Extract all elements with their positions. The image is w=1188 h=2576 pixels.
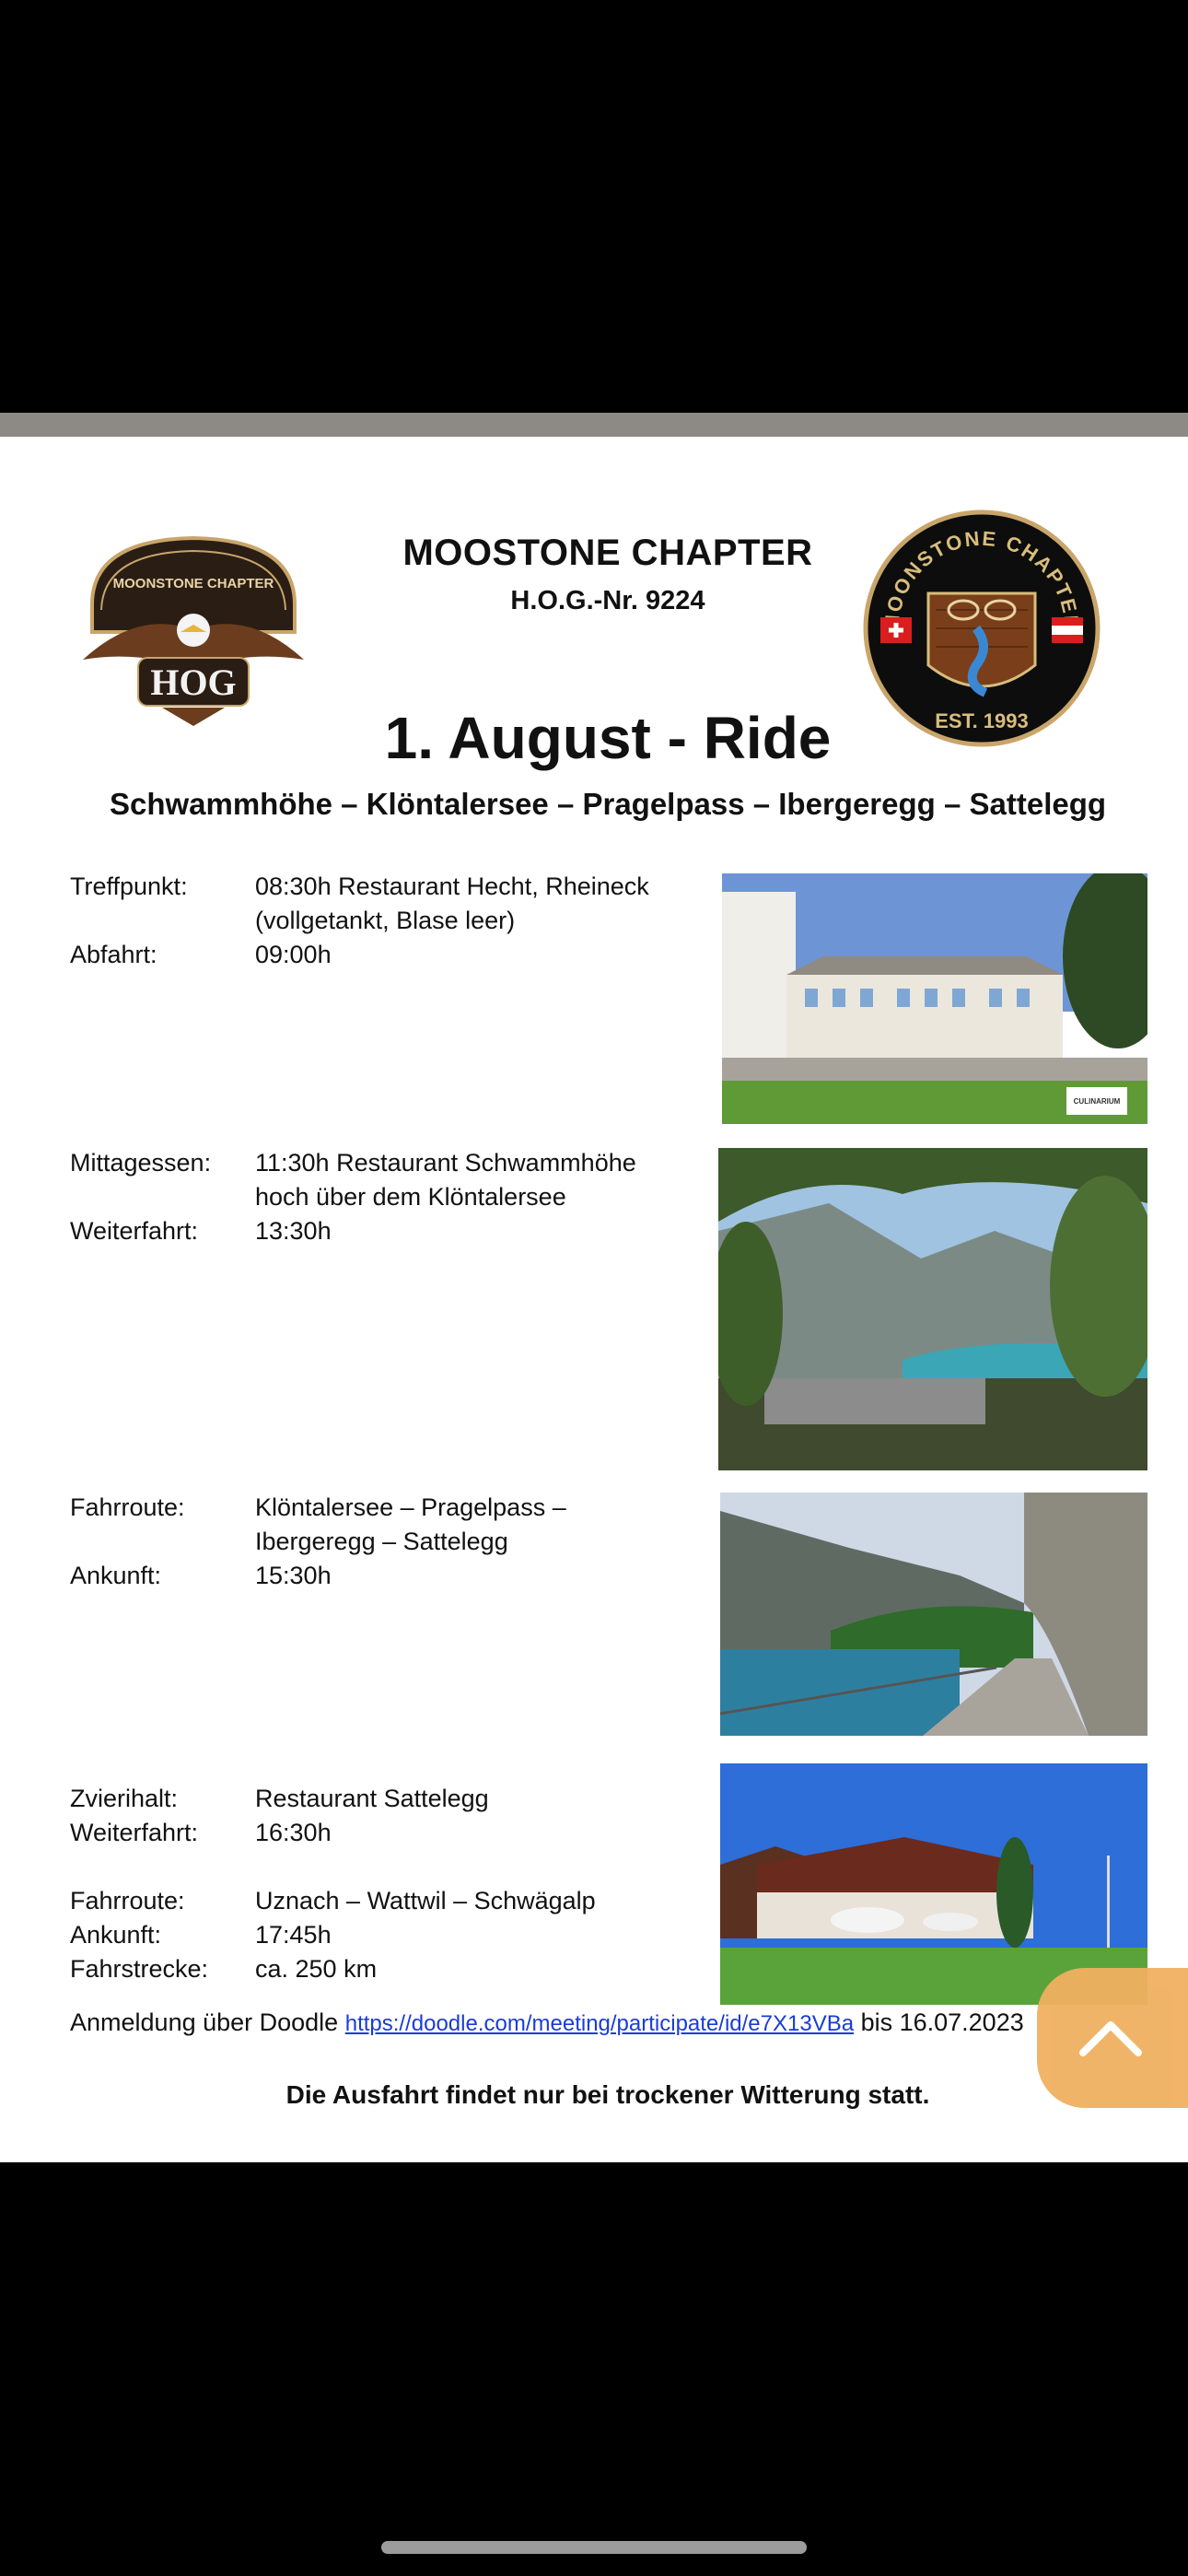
klontalersee-terrace-photo bbox=[718, 1148, 1147, 1470]
schedule-value: 09:00h bbox=[255, 941, 332, 968]
hog-number: H.O.G.-Nr. 9224 bbox=[510, 586, 705, 615]
signup-suffix: bis 16.07.2023 bbox=[860, 2008, 1024, 2036]
hog-logo-center-text: HOG bbox=[150, 662, 237, 703]
signup-prefix: Anmeldung über Doodle bbox=[70, 2008, 339, 2036]
chapter-name: MOOSTONE CHAPTER bbox=[402, 533, 813, 573]
schedule-label: Fahrroute: bbox=[70, 1887, 185, 1914]
route-subtitle: Schwammhöhe – Klöntalersee – Pragelpass – Ibergeregg – Sattelegg bbox=[109, 787, 1107, 821]
schedule-value: Ibergeregg – Sattelegg bbox=[255, 1528, 508, 1555]
chapter-badge-arc-text: OONSTONE CHAPTE bbox=[881, 526, 1082, 617]
schedule-value: 13:30h bbox=[255, 1217, 332, 1245]
schedule-value: Restaurant Sattelegg bbox=[255, 1785, 489, 1812]
scroll-to-top-button[interactable] bbox=[1037, 1968, 1188, 2108]
flyer-document bbox=[0, 437, 1188, 2162]
schedule-label: Abfahrt: bbox=[70, 941, 157, 968]
schedule-value: 17:45h bbox=[255, 1921, 332, 1949]
signup-line bbox=[70, 2008, 1024, 2037]
schedule-value: Klöntalersee – Pragelpass – bbox=[255, 1493, 566, 1521]
schedule-label: Zvierihalt: bbox=[70, 1785, 179, 1812]
schedule-label: Fahrstrecke: bbox=[70, 1955, 209, 1983]
klontalersee-road-photo bbox=[720, 1493, 1147, 1736]
schedule-value: Uznach – Wattwil – Schwägalp bbox=[255, 1887, 596, 1914]
ride-title: 1. August - Ride bbox=[384, 705, 832, 771]
schedule-value: hoch über dem Klöntalersee bbox=[255, 1183, 566, 1211]
schedule-label: Fahrroute: bbox=[70, 1493, 185, 1521]
schedule-label: Mittagessen: bbox=[70, 1149, 212, 1177]
browser-top-bar bbox=[0, 413, 1188, 437]
schedule-label: Treffpunkt: bbox=[70, 872, 188, 900]
home-indicator[interactable] bbox=[381, 2541, 807, 2554]
chevron-up-icon bbox=[1037, 1968, 1188, 2108]
schedule-value: 15:30h bbox=[255, 1562, 332, 1589]
weather-note: Die Ausfahrt findet nur bei trockener Witterung statt. bbox=[285, 2080, 930, 2109]
schedule-label: Ankunft: bbox=[70, 1562, 162, 1589]
schedule-label: Weiterfahrt: bbox=[70, 1217, 199, 1245]
schedule-label: Ankunft: bbox=[70, 1921, 162, 1949]
schedule-value: (vollgetankt, Blase leer) bbox=[255, 907, 516, 934]
chapter-badge-est-text: EST. 1993 bbox=[935, 709, 1029, 732]
schedule-label: Weiterfahrt: bbox=[70, 1819, 199, 1846]
hog-logo-arc-text: MOONSTONE CHAPTER bbox=[112, 576, 274, 591]
doodle-link[interactable]: https://doodle.com/meeting/participate/id/e7X13VBa bbox=[344, 2011, 855, 2036]
photo-badge-text: CULINARIUM bbox=[1073, 1097, 1121, 1106]
schedule-value: 11:30h Restaurant Schwammhöhe bbox=[255, 1149, 636, 1177]
restaurant-hecht-photo bbox=[722, 873, 1147, 1124]
schedule-value: ca. 250 km bbox=[255, 1955, 378, 1983]
schedule-value: 08:30h Restaurant Hecht, Rheineck bbox=[255, 872, 649, 900]
schedule-value: 16:30h bbox=[255, 1819, 332, 1846]
